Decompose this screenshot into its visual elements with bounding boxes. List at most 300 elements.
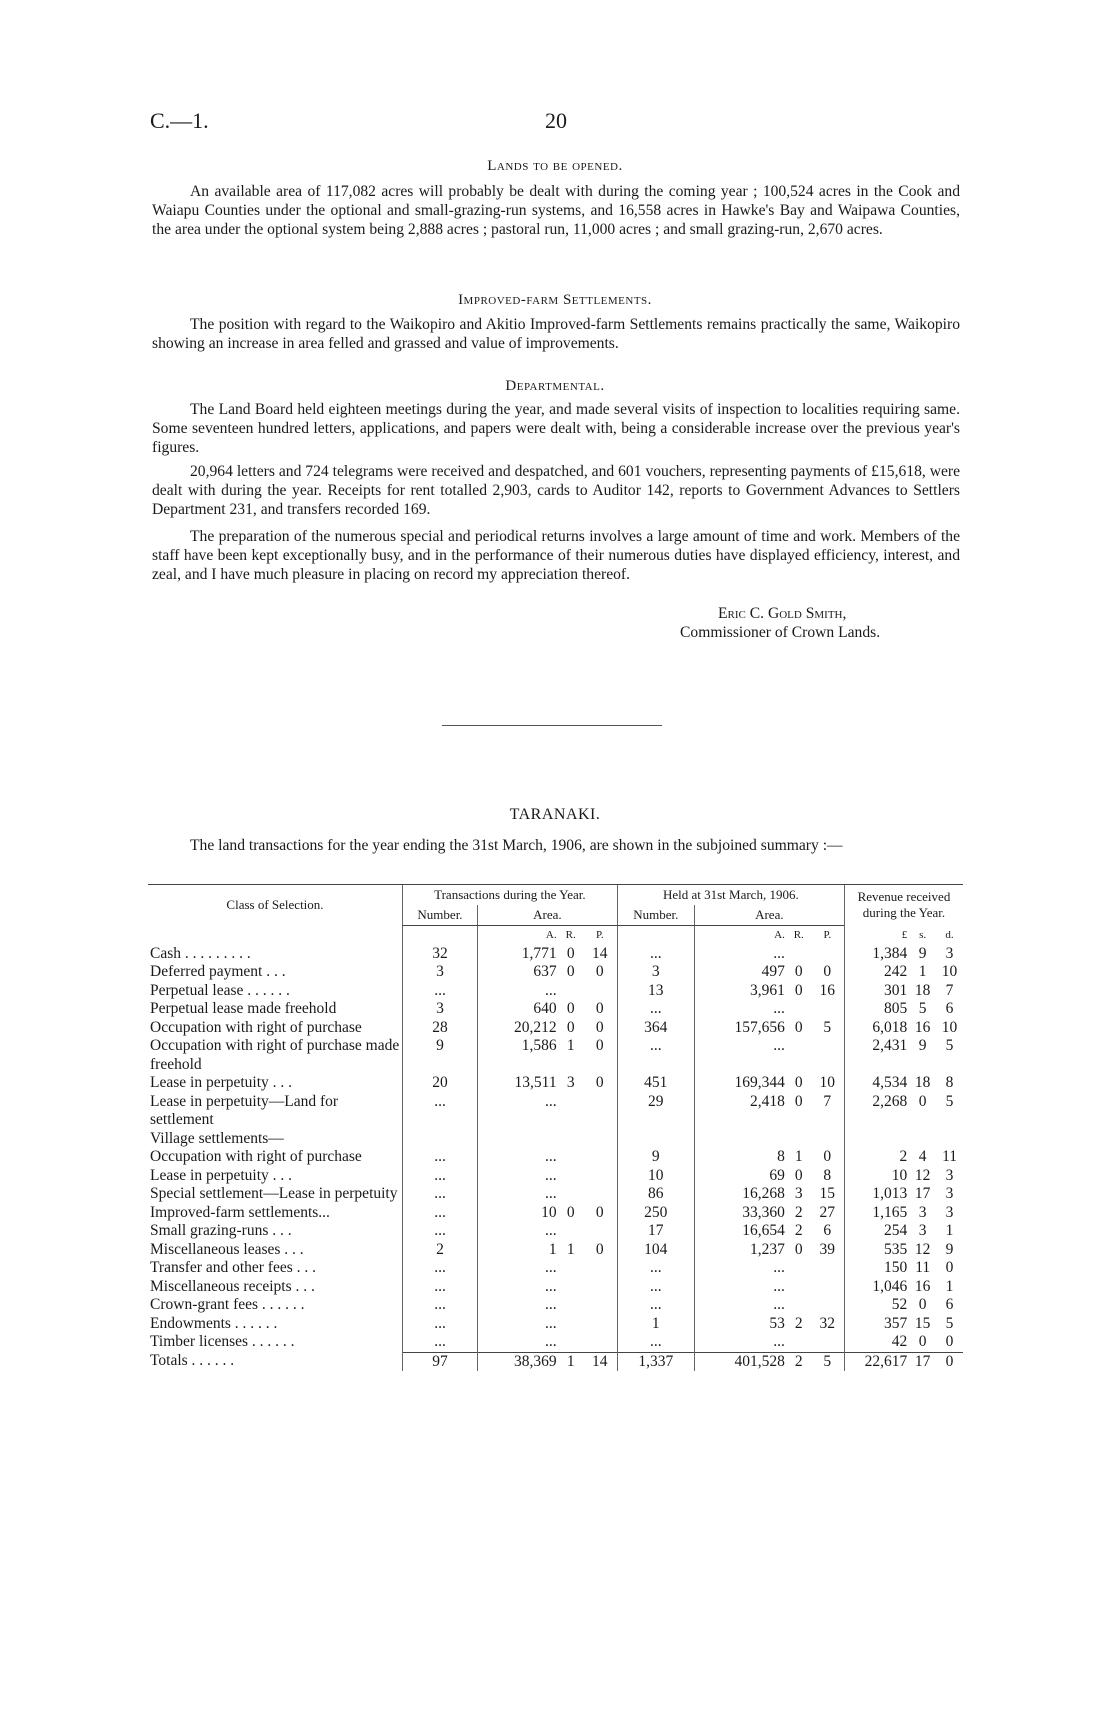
held-acres-cell: 69 bbox=[694, 1167, 787, 1186]
total-transactions-number: 97 bbox=[403, 1352, 478, 1371]
class-of-selection: Lease in perpetuity . . . bbox=[150, 1074, 293, 1091]
revenue-pence-cell: 3 bbox=[945, 1166, 954, 1184]
paragraph-lands: An available area of 117,082 acres will probably be dealt with during the coming year ; 100,524 acres in the Cook and Waiapu Counties under the optional and small-grazing-run systems, and 16,558 acres in Hawke's Bay and Waipawa Counties, the area under the optional system being 2,888 acres ; pastoral run, 11,000 acres ; and small grazing-run, 2,670 acres. bbox=[152, 183, 960, 238]
transactions-perches-cell: 0 bbox=[595, 1240, 604, 1258]
revenue-pence-cell: 1 bbox=[945, 1277, 954, 1295]
held-perches-cell bbox=[811, 1333, 845, 1352]
revenue-pence-cell: 9 bbox=[945, 1240, 954, 1258]
revenue-shillings-cell: 0 bbox=[918, 1092, 927, 1110]
revenue-pounds-cell: 301 bbox=[844, 982, 909, 1001]
transactions-perches-cell bbox=[583, 982, 617, 1001]
revenue-pence-cell: 5 bbox=[945, 1314, 954, 1332]
region-intro: The land transactions for the year ending the 31st March, 1906, are shown in the subjoined summary :— bbox=[190, 837, 843, 854]
transactions-acres-cell: 1 bbox=[478, 1241, 559, 1260]
held-roods-cell: 1 bbox=[794, 1148, 803, 1165]
transactions-roods-cell bbox=[559, 1296, 583, 1315]
table-row bbox=[148, 1204, 963, 1223]
unit-roods-held: R. bbox=[793, 929, 804, 941]
transactions-acres-cell: ... bbox=[478, 1278, 559, 1297]
total-revenue-shillings: 17 bbox=[909, 1352, 936, 1371]
revenue-pounds-cell: 10 bbox=[844, 1167, 909, 1186]
revenue-pence-cell: 3 bbox=[945, 944, 954, 962]
held-acres-cell: ... bbox=[694, 1278, 787, 1297]
transactions-roods-cell bbox=[559, 1315, 583, 1334]
held-number-cell: 364 bbox=[617, 1019, 694, 1038]
revenue-shillings-cell: 17 bbox=[914, 1185, 931, 1202]
revenue-pence-cell: 3 bbox=[945, 1185, 954, 1202]
held-number-cell: ... bbox=[617, 1296, 694, 1315]
revenue-pounds-cell: 254 bbox=[844, 1222, 909, 1241]
held-acres-cell: 8 bbox=[694, 1148, 787, 1167]
held-roods-cell: 2 bbox=[794, 1222, 803, 1239]
transactions-number-cell: 3 bbox=[403, 1000, 478, 1019]
transactions-number-cell: ... bbox=[403, 1259, 478, 1278]
transactions-perches-cell: 14 bbox=[592, 944, 608, 962]
transactions-perches-cell: 0 bbox=[595, 1018, 604, 1036]
table-row bbox=[148, 1241, 963, 1260]
transactions-perches-cell bbox=[583, 1259, 617, 1278]
held-perches-cell: 15 bbox=[819, 1185, 836, 1202]
held-perches-cell bbox=[811, 1278, 845, 1297]
column-header-revenue: Revenue received during the Year. bbox=[844, 885, 963, 926]
column-header-transactions: Transactions during the Year. bbox=[403, 885, 618, 906]
held-number-cell: 86 bbox=[617, 1185, 694, 1204]
class-of-selection: Occupation with right of purchase bbox=[150, 1018, 362, 1036]
revenue-pence-cell: 1 bbox=[945, 1222, 954, 1239]
transactions-roods-cell: 0 bbox=[566, 1000, 575, 1017]
unit-acres-held: A. bbox=[694, 926, 787, 945]
held-number-cell: 17 bbox=[617, 1222, 694, 1241]
paragraph-departmental-2: 20,964 letters and 724 telegrams were received and despatched, and 601 vouchers, representing payments of £15,618, were dealt with during the year. Receipts for rent totalled 2,903, cards to Auditor 142, reports to Government Advances to Settlers Department 231, and transfers recorded 169. bbox=[152, 463, 960, 518]
revenue-shillings-cell: 3 bbox=[918, 1203, 927, 1221]
transactions-number-cell: ... bbox=[403, 1278, 478, 1297]
revenue-pence-cell: 0 bbox=[945, 1259, 954, 1276]
held-number-cell: ... bbox=[617, 945, 694, 964]
class-of-selection: Endowments . . . . . . bbox=[150, 1314, 278, 1332]
held-acres-cell: ... bbox=[694, 1296, 787, 1315]
held-number-cell: 29 bbox=[617, 1093, 694, 1130]
held-roods-cell: 0 bbox=[794, 981, 803, 999]
unit-roods: R. bbox=[565, 929, 576, 941]
transactions-acres-cell: ... bbox=[478, 1296, 559, 1315]
column-header-number: Number. bbox=[403, 905, 478, 926]
class-of-selection: Deferred payment . . . bbox=[150, 963, 286, 980]
transactions-perches-cell: 0 bbox=[595, 1203, 604, 1221]
held-acres-cell: 16,654 bbox=[694, 1222, 787, 1241]
table-row bbox=[148, 945, 963, 964]
region-title: TARANAKI. bbox=[509, 806, 601, 823]
table-row bbox=[148, 963, 963, 982]
held-roods-cell bbox=[787, 1037, 811, 1074]
revenue-pounds-cell: 535 bbox=[844, 1241, 909, 1260]
page-number: 20 bbox=[545, 108, 567, 133]
revenue-pence-cell: 5 bbox=[945, 1092, 954, 1110]
transactions-acres-cell: ... bbox=[478, 1333, 559, 1352]
class-of-selection: Perpetual lease . . . . . . bbox=[150, 981, 290, 999]
revenue-pence-cell: 5 bbox=[945, 1037, 954, 1054]
revenue-shillings-cell: 16 bbox=[914, 1277, 931, 1295]
revenue-pounds-cell: 1,165 bbox=[844, 1204, 909, 1223]
totals-label: Totals . . . . . . bbox=[150, 1352, 235, 1369]
table-row bbox=[148, 1185, 963, 1204]
transactions-number-cell: 3 bbox=[403, 963, 478, 982]
transactions-acres-cell: 13,511 bbox=[478, 1074, 559, 1093]
transactions-number-cell: 2 bbox=[403, 1241, 478, 1260]
column-header-area-held: Area. bbox=[694, 905, 844, 926]
held-perches-cell: 0 bbox=[823, 963, 832, 980]
held-acres-cell: ... bbox=[694, 945, 787, 964]
section-heading-departmental: Departmental. bbox=[505, 378, 605, 394]
revenue-shillings-cell: 12 bbox=[914, 1166, 931, 1184]
transactions-number-cell: 20 bbox=[403, 1074, 478, 1093]
table-row bbox=[148, 1333, 963, 1352]
revenue-shillings-cell: 12 bbox=[914, 1240, 931, 1258]
class-of-selection: Improved-farm settlements... bbox=[150, 1203, 330, 1221]
held-number-cell: 1 bbox=[617, 1315, 694, 1334]
transactions-acres-cell: 1,586 bbox=[478, 1037, 559, 1074]
class-of-selection: Small grazing-runs . . . bbox=[150, 1222, 292, 1239]
held-number-cell bbox=[617, 1130, 694, 1149]
revenue-shillings-cell: 1 bbox=[918, 963, 927, 980]
transactions-perches-cell bbox=[583, 1130, 617, 1149]
held-number-cell: ... bbox=[617, 1333, 694, 1352]
revenue-shillings-cell: 15 bbox=[914, 1314, 931, 1332]
held-perches-cell: 39 bbox=[819, 1240, 836, 1258]
held-number-cell: 10 bbox=[617, 1167, 694, 1186]
revenue-pence-cell: 10 bbox=[941, 1018, 958, 1036]
transactions-roods-cell bbox=[559, 1185, 583, 1204]
transactions-perches-cell bbox=[583, 1333, 617, 1352]
table-row bbox=[148, 1315, 963, 1334]
revenue-pounds-cell bbox=[844, 1130, 909, 1149]
table-row bbox=[148, 1222, 963, 1241]
held-perches-cell: 32 bbox=[819, 1314, 836, 1332]
section-heading-lands: Lands to be opened. bbox=[487, 158, 623, 174]
transactions-perches-cell: 0 bbox=[595, 1037, 604, 1054]
transactions-roods-cell bbox=[559, 1130, 583, 1149]
transactions-number-cell: ... bbox=[403, 1148, 478, 1167]
transactions-number-cell: 32 bbox=[403, 945, 478, 964]
class-of-selection: Village settlements— bbox=[150, 1129, 284, 1147]
table-row bbox=[148, 1167, 963, 1186]
column-header-number-held: Number. bbox=[617, 905, 694, 926]
transactions-roods-cell bbox=[559, 1333, 583, 1352]
class-of-selection: Occupation with right of purchase made freehold bbox=[150, 1037, 400, 1073]
class-of-selection: Crown-grant fees . . . . . . bbox=[150, 1296, 305, 1313]
class-of-selection: Timber licenses . . . . . . bbox=[150, 1333, 295, 1350]
transactions-roods-cell bbox=[559, 1278, 583, 1297]
class-of-selection: Miscellaneous leases . . . bbox=[150, 1240, 304, 1258]
revenue-shillings-cell: 4 bbox=[918, 1148, 927, 1165]
revenue-pence-cell bbox=[936, 1130, 963, 1149]
revenue-shillings-cell: 3 bbox=[918, 1222, 927, 1239]
revenue-shillings-cell: 0 bbox=[918, 1296, 927, 1313]
held-acres-cell: 3,961 bbox=[694, 982, 787, 1001]
transactions-perches-cell bbox=[583, 1185, 617, 1204]
total-revenue-pounds: 22,617 bbox=[844, 1352, 909, 1371]
transactions-acres-cell: ... bbox=[478, 1185, 559, 1204]
held-number-cell: 3 bbox=[617, 963, 694, 982]
revenue-pence-cell: 0 bbox=[945, 1333, 954, 1350]
class-of-selection: Perpetual lease made freehold bbox=[150, 1000, 337, 1017]
column-header-area: Area. bbox=[478, 905, 618, 926]
held-perches-cell: 6 bbox=[823, 1222, 832, 1239]
total-transactions-perches: 14 bbox=[583, 1352, 617, 1371]
held-number-cell: ... bbox=[617, 1037, 694, 1074]
transactions-number-cell: ... bbox=[403, 1315, 478, 1334]
revenue-pounds-cell: 52 bbox=[844, 1296, 909, 1315]
transactions-number-cell: 28 bbox=[403, 1019, 478, 1038]
total-transactions-roods: 1 bbox=[559, 1352, 583, 1371]
revenue-pounds-cell: 4,534 bbox=[844, 1074, 909, 1093]
held-acres-cell: 169,344 bbox=[694, 1074, 787, 1093]
transactions-acres-cell: ... bbox=[478, 1222, 559, 1241]
revenue-pence-cell: 6 bbox=[945, 1296, 954, 1313]
transactions-roods-cell: 0 bbox=[566, 1018, 575, 1036]
held-acres-cell: 497 bbox=[694, 963, 787, 982]
held-perches-cell bbox=[811, 1259, 845, 1278]
transactions-acres-cell: 1,771 bbox=[478, 945, 559, 964]
held-acres-cell: 33,360 bbox=[694, 1204, 787, 1223]
transactions-perches-cell bbox=[583, 1093, 617, 1130]
transactions-number-cell: ... bbox=[403, 982, 478, 1001]
transactions-number-cell: ... bbox=[403, 1093, 478, 1130]
revenue-shillings-cell bbox=[909, 1130, 936, 1149]
table-row bbox=[148, 1037, 963, 1074]
class-of-selection: Miscellaneous receipts . . . bbox=[150, 1277, 315, 1295]
class-of-selection: Cash . . . . . . . . . bbox=[150, 944, 251, 962]
revenue-pounds-cell: 2 bbox=[844, 1148, 909, 1167]
held-perches-cell: 16 bbox=[819, 981, 836, 999]
revenue-pounds-cell: 42 bbox=[844, 1333, 909, 1352]
held-roods-cell bbox=[787, 1296, 811, 1315]
revenue-shillings-cell: 9 bbox=[918, 1037, 927, 1054]
transactions-perches-cell bbox=[583, 1148, 617, 1167]
transactions-roods-cell: 3 bbox=[566, 1074, 575, 1091]
held-perches-cell bbox=[811, 1130, 845, 1149]
total-held-number: 1,337 bbox=[617, 1352, 694, 1371]
revenue-shillings-cell: 16 bbox=[914, 1018, 931, 1036]
revenue-pence-cell: 10 bbox=[941, 963, 958, 980]
total-transactions-acres: 38,369 bbox=[478, 1352, 559, 1371]
held-roods-cell bbox=[787, 1000, 811, 1019]
transactions-acres-cell bbox=[478, 1130, 559, 1149]
transactions-number-cell: ... bbox=[403, 1204, 478, 1223]
transactions-number-cell: ... bbox=[403, 1296, 478, 1315]
held-roods-cell: 0 bbox=[794, 1092, 803, 1110]
held-acres-cell: 53 bbox=[694, 1315, 787, 1334]
transactions-roods-cell: 0 bbox=[566, 963, 575, 980]
revenue-pounds-cell: 242 bbox=[844, 963, 909, 982]
total-held-acres: 401,528 bbox=[694, 1352, 787, 1371]
transactions-number-cell: 9 bbox=[403, 1037, 478, 1074]
transactions-roods-cell bbox=[559, 1222, 583, 1241]
revenue-pence-cell: 7 bbox=[945, 981, 954, 999]
section-heading-improved-farm: Improved-farm Settlements. bbox=[458, 292, 652, 308]
transactions-roods-cell bbox=[559, 982, 583, 1001]
table-row bbox=[148, 1278, 963, 1297]
revenue-shillings-cell: 9 bbox=[918, 944, 927, 962]
revenue-pounds-cell: 2,431 bbox=[844, 1037, 909, 1074]
table-row bbox=[148, 1130, 963, 1149]
transactions-perches-cell bbox=[583, 1315, 617, 1334]
held-acres-cell: 16,268 bbox=[694, 1185, 787, 1204]
revenue-shillings-cell: 0 bbox=[918, 1333, 927, 1350]
transactions-perches-cell: 0 bbox=[595, 1074, 604, 1091]
held-acres-cell: ... bbox=[694, 1333, 787, 1352]
table-row bbox=[148, 982, 963, 1001]
transactions-acres-cell: ... bbox=[478, 982, 559, 1001]
transactions-acres-cell: 637 bbox=[478, 963, 559, 982]
unit-pence: d. bbox=[945, 928, 954, 941]
totals-row bbox=[148, 1352, 963, 1371]
held-perches-cell bbox=[811, 1037, 845, 1074]
revenue-shillings-cell: 18 bbox=[914, 981, 931, 999]
section-divider bbox=[442, 725, 662, 726]
signatory-name: Eric C. Gold Smith, bbox=[718, 605, 847, 622]
transactions-roods-cell: 1 bbox=[566, 1240, 575, 1258]
transactions-acres-cell: ... bbox=[478, 1148, 559, 1167]
transactions-number-cell: ... bbox=[403, 1185, 478, 1204]
column-header-class: Class of Selection. bbox=[148, 885, 403, 926]
revenue-pounds-cell: 1,013 bbox=[844, 1185, 909, 1204]
transactions-number-cell: ... bbox=[403, 1222, 478, 1241]
held-perches-cell: 7 bbox=[823, 1092, 832, 1110]
held-acres-cell: 157,656 bbox=[694, 1019, 787, 1038]
unit-shillings: s. bbox=[919, 928, 927, 941]
table-row bbox=[148, 1019, 963, 1038]
held-roods-cell bbox=[787, 945, 811, 964]
transactions-roods-cell bbox=[559, 1093, 583, 1130]
table-row bbox=[148, 1074, 963, 1093]
class-of-selection: Lease in perpetuity . . . bbox=[150, 1166, 293, 1184]
revenue-pence-cell: 3 bbox=[945, 1203, 954, 1221]
transactions-perches-cell bbox=[583, 1222, 617, 1241]
transactions-number-cell bbox=[403, 1130, 478, 1149]
revenue-pounds-cell: 150 bbox=[844, 1259, 909, 1278]
units-row bbox=[148, 926, 963, 945]
held-roods-cell: 0 bbox=[794, 1166, 803, 1184]
held-perches-cell: 27 bbox=[819, 1203, 836, 1221]
revenue-pence-cell: 8 bbox=[945, 1074, 954, 1091]
revenue-pence-cell: 6 bbox=[945, 1000, 954, 1017]
held-roods-cell: 0 bbox=[794, 1240, 803, 1258]
held-roods-cell: 2 bbox=[794, 1314, 803, 1332]
signatory-title: Commissioner of Crown Lands. bbox=[680, 624, 881, 641]
held-perches-cell: 5 bbox=[823, 1018, 832, 1036]
transactions-perches-cell bbox=[583, 1167, 617, 1186]
transactions-acres-cell: ... bbox=[478, 1093, 559, 1130]
held-roods-cell bbox=[787, 1333, 811, 1352]
revenue-pence-cell: 11 bbox=[942, 1148, 958, 1165]
held-roods-cell bbox=[787, 1259, 811, 1278]
held-roods-cell: 3 bbox=[794, 1185, 803, 1202]
held-perches-cell: 0 bbox=[823, 1148, 832, 1165]
transactions-acres-cell: 640 bbox=[478, 1000, 559, 1019]
held-acres-cell: 2,418 bbox=[694, 1093, 787, 1130]
transactions-roods-cell: 0 bbox=[566, 1203, 575, 1221]
land-transactions-table bbox=[148, 884, 963, 1371]
transactions-number-cell: ... bbox=[403, 1333, 478, 1352]
revenue-shillings-cell: 11 bbox=[915, 1259, 931, 1276]
unit-perches-held: P. bbox=[823, 929, 832, 941]
revenue-pounds-cell: 1,046 bbox=[844, 1278, 909, 1297]
paragraph-improved-farm: The position with regard to the Waikopiro and Akitio Improved-farm Settlements remains practically the same, Waikopiro showing an increase in area felled and grassed and value of improvements. bbox=[152, 316, 960, 352]
unit-pounds: £ bbox=[844, 926, 909, 945]
held-perches-cell: 8 bbox=[823, 1166, 832, 1184]
held-perches-cell: 10 bbox=[819, 1074, 836, 1091]
paragraph-departmental-1: The Land Board held eighteen meetings during the year, and made several visits of inspection to localities requiring same. Some seventeen hundred letters, applications, and papers were dealt with, being a considerable increase over the previous year's figures. bbox=[152, 401, 960, 456]
class-of-selection: Lease in perpetuity—Land for settlement bbox=[150, 1092, 339, 1128]
held-roods-cell bbox=[787, 1130, 811, 1149]
transactions-perches-cell: 0 bbox=[595, 963, 604, 980]
held-number-cell: ... bbox=[617, 1278, 694, 1297]
paragraph-departmental-3: The preparation of the numerous special and periodical returns involves a large amount of time and work. Members of the staff have been kept exceptionally busy, and in the performance of their numerous duties have displayed efficiency, interest, and zeal, and I have much pleasure in placing on record my appreciation thereof. bbox=[152, 528, 960, 583]
transactions-acres-cell: ... bbox=[478, 1315, 559, 1334]
revenue-pounds-cell: 357 bbox=[844, 1315, 909, 1334]
transactions-acres-cell: 20,212 bbox=[478, 1019, 559, 1038]
table-row bbox=[148, 1148, 963, 1167]
total-revenue-pence: 0 bbox=[936, 1352, 963, 1371]
transactions-acres-cell: 10 bbox=[478, 1204, 559, 1223]
class-of-selection: Special settlement—Lease in perpetuity bbox=[150, 1185, 398, 1202]
held-roods-cell: 0 bbox=[794, 1018, 803, 1036]
held-acres-cell: ... bbox=[694, 1037, 787, 1074]
held-perches-cell bbox=[811, 1296, 845, 1315]
transactions-roods-cell bbox=[559, 1148, 583, 1167]
unit-perches: P. bbox=[595, 929, 604, 941]
class-of-selection: Transfer and other fees . . . bbox=[150, 1259, 317, 1276]
transactions-roods-cell bbox=[559, 1259, 583, 1278]
held-number-cell: ... bbox=[617, 1000, 694, 1019]
held-perches-cell bbox=[811, 1000, 845, 1019]
held-roods-cell: 2 bbox=[794, 1203, 803, 1221]
held-acres-cell: 1,237 bbox=[694, 1241, 787, 1260]
held-roods-cell: 0 bbox=[794, 1074, 803, 1091]
revenue-pounds-cell: 6,018 bbox=[844, 1019, 909, 1038]
table-row bbox=[148, 1296, 963, 1315]
held-number-cell: 250 bbox=[617, 1204, 694, 1223]
held-number-cell: 104 bbox=[617, 1241, 694, 1260]
transactions-roods-cell: 1 bbox=[566, 1037, 575, 1054]
unit-acres: A. bbox=[478, 926, 559, 945]
transactions-acres-cell: ... bbox=[478, 1259, 559, 1278]
transactions-number-cell: ... bbox=[403, 1167, 478, 1186]
revenue-pounds-cell: 2,268 bbox=[844, 1093, 909, 1130]
held-perches-cell bbox=[811, 945, 845, 964]
held-number-cell: ... bbox=[617, 1259, 694, 1278]
held-roods-cell bbox=[787, 1278, 811, 1297]
revenue-shillings-cell: 18 bbox=[914, 1074, 931, 1091]
revenue-pounds-cell: 1,384 bbox=[844, 945, 909, 964]
transactions-roods-cell bbox=[559, 1167, 583, 1186]
column-header-held: Held at 31st March, 1906. bbox=[617, 885, 844, 906]
transactions-roods-cell: 0 bbox=[566, 944, 575, 962]
revenue-shillings-cell: 5 bbox=[918, 1000, 927, 1017]
transactions-perches-cell: 0 bbox=[595, 1000, 604, 1017]
transactions-perches-cell bbox=[583, 1296, 617, 1315]
held-roods-cell: 0 bbox=[794, 963, 803, 980]
class-of-selection: Occupation with right of purchase bbox=[150, 1148, 362, 1165]
transactions-perches-cell bbox=[583, 1278, 617, 1297]
signature-block bbox=[680, 604, 880, 642]
table-row bbox=[148, 1093, 963, 1130]
transactions-acres-cell: ... bbox=[478, 1167, 559, 1186]
held-acres-cell bbox=[694, 1130, 787, 1149]
total-held-perches: 5 bbox=[811, 1352, 845, 1371]
held-acres-cell: ... bbox=[694, 1259, 787, 1278]
revenue-pounds-cell: 805 bbox=[844, 1000, 909, 1019]
